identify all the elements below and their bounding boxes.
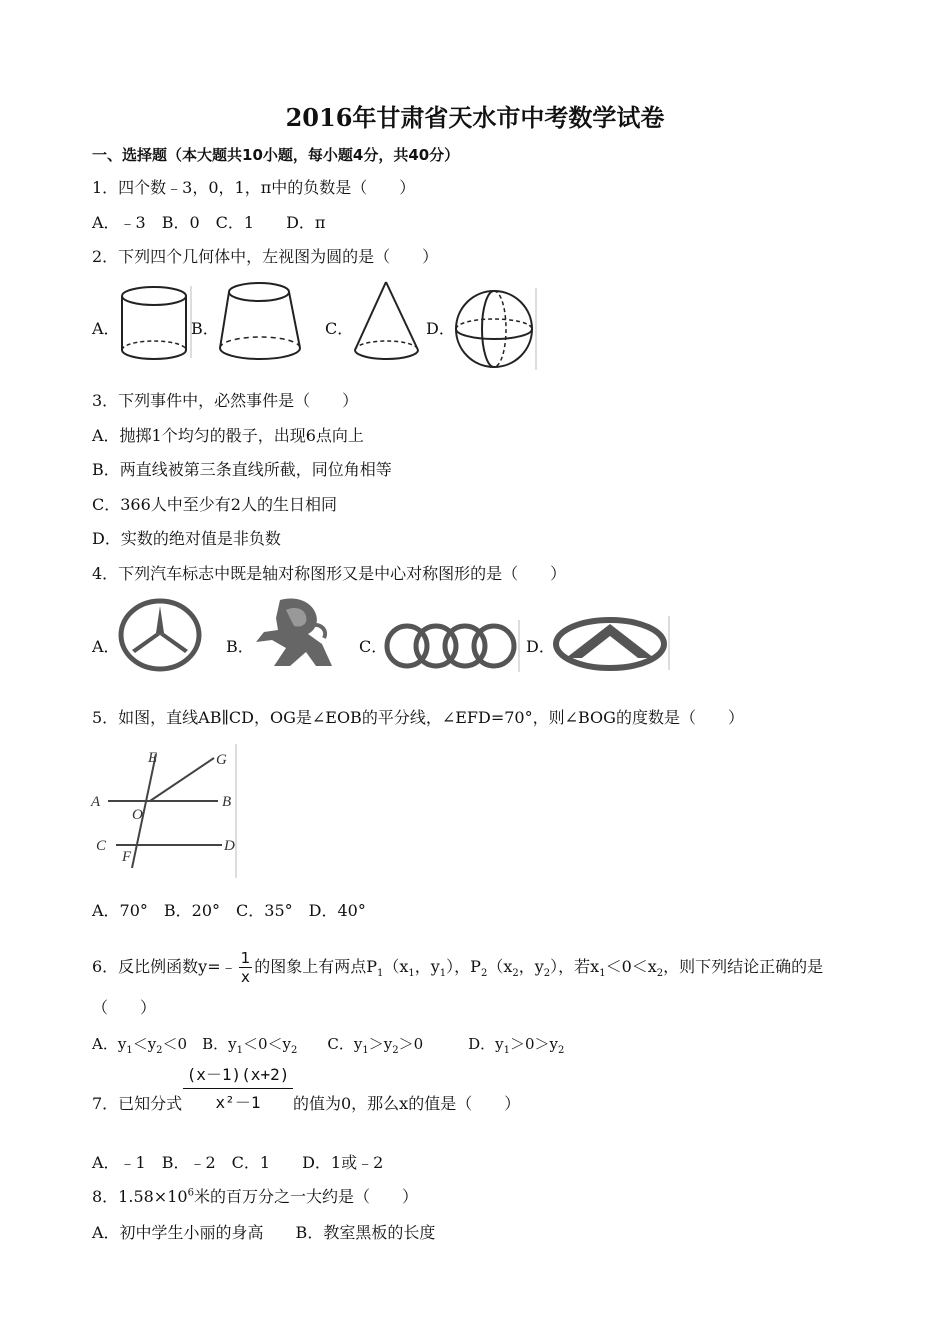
q4-option-c-label: C． [359, 637, 388, 656]
q6-sub: 1 [439, 968, 447, 980]
q2-option-d-label: D． [426, 319, 455, 338]
cone-figure [350, 278, 425, 368]
q6-sub: 1 [362, 1045, 369, 1056]
point-label-e: E [148, 750, 158, 766]
question-3-option-d: D．实数的绝对值是非负数 [92, 529, 281, 548]
q6-sub: 1 [503, 1045, 510, 1056]
q8-stem-start: 8．1.58×10 [92, 1187, 188, 1206]
q6-option-part: ＞0＞y [509, 1035, 559, 1053]
question-3-stem: 3．下列事件中，必然事件是（ ） [92, 391, 359, 410]
question-8-options: A．初中学生小丽的身高 B．教室黑板的长度 [92, 1223, 436, 1242]
frustum-figure [212, 276, 312, 371]
q6-sub: 1 [126, 1045, 133, 1056]
question-7-stem-start: 7．已知分式 [92, 1094, 183, 1113]
q6-sub: 2 [392, 1045, 399, 1056]
q6-option-part: ＜0 B．y [162, 1035, 237, 1053]
q6-stem-p2c: ），若x [550, 957, 600, 976]
q4-option-d-label: D． [526, 637, 555, 656]
q6-stem-p1c: ），P [446, 957, 481, 976]
q6-stem-mid: 的图象上有两点P [254, 957, 377, 976]
q6-sub: 2 [156, 1045, 163, 1056]
q6-option-part: ＜0＜y [242, 1035, 291, 1053]
q7-fraction-denominator: x²－1 [215, 1093, 261, 1112]
q6-sub: 1 [599, 968, 606, 980]
mercedes-logo-figure [118, 598, 204, 672]
q6-stem-p2b: ，y [518, 957, 544, 976]
parallel-lines-diagram [88, 744, 240, 878]
question-6-stem [92, 949, 823, 986]
q6-sub: 2 [512, 968, 519, 980]
question-6-options [92, 1034, 564, 1054]
question-3-option-a: A．抛掷1个均匀的骰子，出现6点向上 [92, 426, 364, 445]
q6-sub: 2 [656, 968, 664, 980]
question-1-stem: 1．四个数﹣3，0，1，π中的负数是（ ） [92, 178, 416, 197]
question-2-stem: 2．下列四个几何体中，左视图为圆的是（ ） [92, 247, 439, 266]
q6-sub: 1 [236, 1045, 243, 1056]
question-7-stem-end: 的值为0，那么x的值是（ ） [293, 1094, 521, 1113]
q6-option-part: A．y [92, 1035, 127, 1053]
q6-sub: 1 [376, 968, 384, 980]
q7-fraction-numerator: (x－1)(x+2) [183, 1064, 293, 1089]
q2-option-c-label: C． [325, 319, 354, 338]
q6-sub: 2 [558, 1045, 565, 1056]
page-title: 2016年甘肃省天水市中考数学试卷 [285, 103, 665, 132]
q6-fraction-denominator: x [240, 968, 250, 986]
cylinder-figure [116, 278, 196, 368]
point-label-b: B [222, 794, 232, 810]
q4-option-a-label: A． [92, 637, 120, 656]
q6-fraction-numerator: 1 [240, 949, 251, 967]
q6-stem-p2: （x [487, 957, 513, 976]
question-3-option-b: B．两直线被第三条直线所截，同位角相等 [92, 460, 392, 479]
point-label-o: O [132, 807, 143, 823]
q6-stem-p1b: ，y [414, 957, 440, 976]
point-label-g: G [216, 752, 227, 768]
q6-fraction [239, 949, 253, 986]
q2-option-b-label: B． [191, 319, 219, 338]
question-8-stem [92, 1187, 418, 1207]
q2-option-a-label: A． [92, 319, 120, 338]
q6-option-part: C．y [297, 1035, 363, 1053]
q8-exponent: 6 [187, 1187, 194, 1199]
point-label-c: C [96, 838, 107, 854]
audi-rings-logo-figure [383, 620, 523, 672]
question-6-paren: （ ） [92, 998, 157, 1017]
sphere-figure [452, 286, 542, 372]
question-3-option-c: C．366人中至少有2人的生日相同 [92, 495, 337, 514]
q6-sub: 2 [480, 968, 488, 980]
point-label-f: F [122, 849, 132, 865]
q4-option-b-label: B． [226, 637, 254, 656]
q6-sub: 2 [291, 1045, 298, 1056]
question-5-stem: 5．如图，直线AB∥CD，OG是∠EOB的平分线，∠EFD=70°，则∠BOG的度数是（ ） [92, 708, 744, 727]
question-7-options: A．﹣1 B．﹣2 C．1 D．1或﹣2 [92, 1153, 384, 1172]
q6-sub: 2 [543, 968, 551, 980]
q8-stem-end: 米的百万分之一大约是（ ） [193, 1187, 418, 1206]
infiniti-logo-figure [552, 612, 672, 672]
q6-sub: 1 [408, 968, 415, 980]
section-heading: 一、选择题（本大题共10小题，每小题4分，共40分） [92, 146, 460, 164]
peugeot-lion-logo-figure [250, 596, 340, 672]
q6-option-part: ＜y [132, 1035, 157, 1053]
q6-stem-cond: ＜0＜x [605, 957, 657, 976]
point-label-d: D [224, 838, 235, 854]
question-5-options: A．70° B．20° C．35° D．40° [92, 901, 366, 920]
q6-option-part: ＞0 D．y [398, 1035, 504, 1053]
point-label-a: A [91, 794, 101, 810]
q6-stem-start: 6．反比例函数y=﹣ [92, 957, 237, 976]
q6-stem-tail: ，则下列结论正确的是 [663, 957, 824, 976]
q6-stem-p1: （x [383, 957, 409, 976]
q7-fraction [183, 1064, 293, 1114]
q6-option-part: ＞y [368, 1035, 393, 1053]
question-4-stem: 4．下列汽车标志中既是轴对称图形又是中心对称图形的是（ ） [92, 564, 567, 583]
question-1-options: A．﹣3 B．0 C．1 D．π [92, 213, 326, 232]
